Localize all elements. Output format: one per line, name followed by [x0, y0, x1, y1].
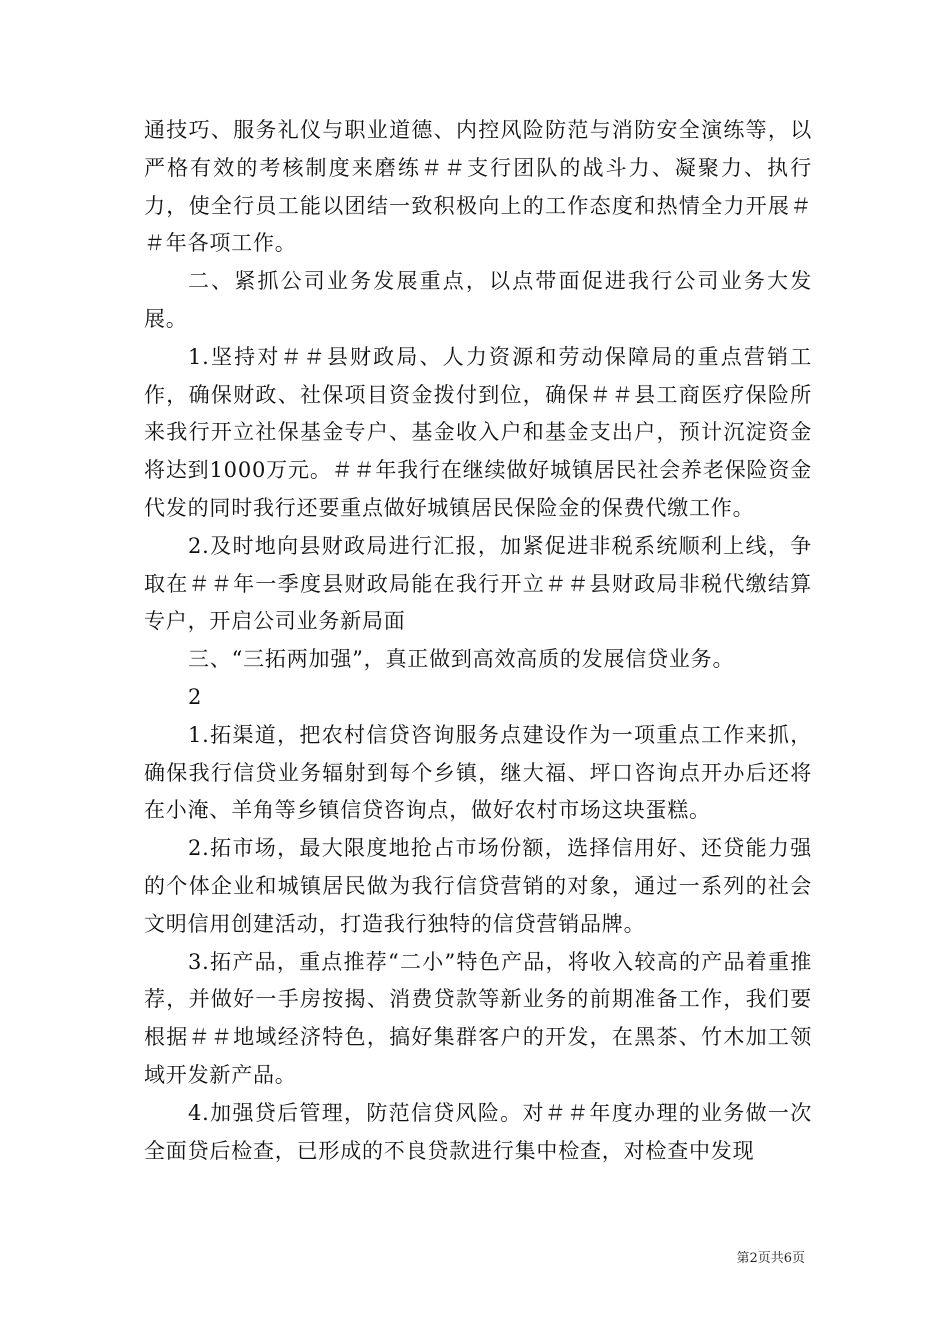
inline-page-number: 2 [188, 684, 203, 709]
body-text [144, 112, 812, 1170]
page-number-label: 第2页共6页 [736, 1251, 805, 1266]
paragraph-2-2: 2.及时地向县财政局进行汇报，加紧促进非税系统顺利上线，争取在＃＃年一季度县财政局能在我行开立＃＃县财政局非税代缴结算专户，开启公司业务新局面 [144, 533, 812, 634]
section-heading-2: 二、紧抓公司业务发展重点，以点带面促进我行公司业务大发展。 [144, 269, 812, 331]
paragraph-3-3: 3.拓产品，重点推荐“二小”特色产品，将收入较高的产品着重推荐，并做好一手房按揭、消费贷款等新业务的前期准备工作，我们要根据＃＃地域经济特色，搞好集群客户的开发，在黑茶、竹木加工领域开发新产品。 [144, 949, 812, 1087]
section-heading-3: 三、“三拓两加强”，真正做到高效高质的发展信贷业务。 [188, 647, 735, 672]
paragraph-3-2: 2.拓市场，最大限度地抢占市场份额，选择信用好、还贷能力强的个体企业和城镇居民做为我行信贷营销的对象，通过一系列的社会文明信用创建活动，打造我行独特的信贷营销品牌。 [144, 836, 812, 936]
paragraph-3-4: 4.加强贷后管理，防范信贷风险。对＃＃年度办理的业务做一次全面贷后检查，已形成的不良贷款进行集中检查，对检查中发现 [144, 1100, 812, 1163]
paragraph-2-1: 1.坚持对＃＃县财政局、人力资源和劳动保障局的重点营销工作，确保财政、社保项目资金拨付到位，确保＃＃县工商医疗保险所来我行开立社保基金专户、基金收入户和基金支出户，预计沉淀资金将达到1000万元。＃＃年我行在继续做好城镇居民社会养老保险资金代发的同时我行还要重点做好城镇居民保险金的保费代缴工作。 [144, 344, 812, 520]
paragraph-1: 通技巧、服务礼仪与职业道德、内控风险防范与消防安全演练等，以严格有效的考核制度来磨练＃＃支行团队的战斗力、凝聚力、执行力，使全行员工能以团结一致积极向上的工作态度和热情全力开展＃＃年各项工作。 [144, 118, 812, 256]
page-footer [736, 1251, 805, 1267]
paragraph-3-1: 1.拓渠道，把农村信贷咨询服务点建设作为一项重点工作来抓，确保我行信贷业务辐射到每个乡镇，继大福、坪口咨询点开办后还将在小淹、羊角等乡镇信贷咨询点，做好农村市场这块蛋糕。 [144, 722, 812, 823]
